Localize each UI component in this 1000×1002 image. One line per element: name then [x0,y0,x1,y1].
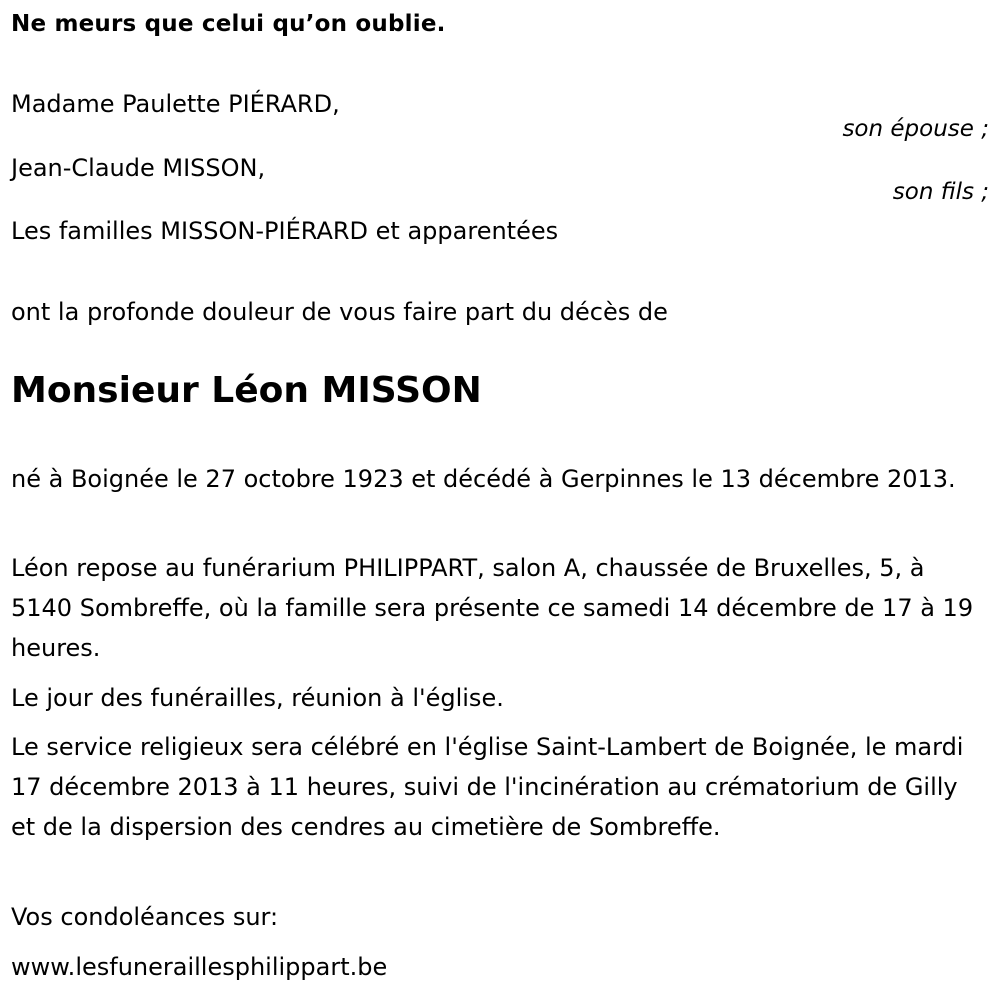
condolences-label: Vos condoléances sur: [11,903,279,931]
funerarium-paragraph: Léon repose au funérarium PHILIPPART, salon A, chaussée de Bruxelles, 5, à 5140 Sombreffe, où la famille sera présente ce samedi 14 décembre de 17 à 19 heures. [11,554,974,662]
mourner-families: Les familles MISSON-PIÉRARD et apparentées [11,217,559,245]
mourner-son-name: Jean-Claude MISSON, [11,154,266,182]
condolences-website-link[interactable]: www.lesfuneraillesphilippart.be [11,953,388,981]
announcement-text: ont la profonde douleur de vous faire part du décès de [11,298,668,326]
service-paragraph: Le service religieux sera célébré en l'église Saint-Lambert de Boignée, le mardi 17 décembre 2013 à 11 heures, suivi de l'incinération au crématorium de Gilly et de la dispersion des cendres au cimetière de Sombreffe. [11,733,964,841]
gathering-paragraph: Le jour des funérailles, réunion à l'église. [11,684,504,712]
mourner-spouse-name: Madame Paulette PIÉRARD, [11,90,340,118]
mourner-son-role: son fils ; [892,179,989,205]
birth-death-paragraph: né à Boignée le 27 octobre 1923 et décédé à Gerpinnes le 13 décembre 2013. [11,465,956,493]
epigraph: Ne meurs que celui qu’on oublie. [11,11,446,37]
deceased-name: Monsieur Léon MISSON [11,370,482,411]
mourner-spouse-role: son épouse ; [842,116,989,142]
